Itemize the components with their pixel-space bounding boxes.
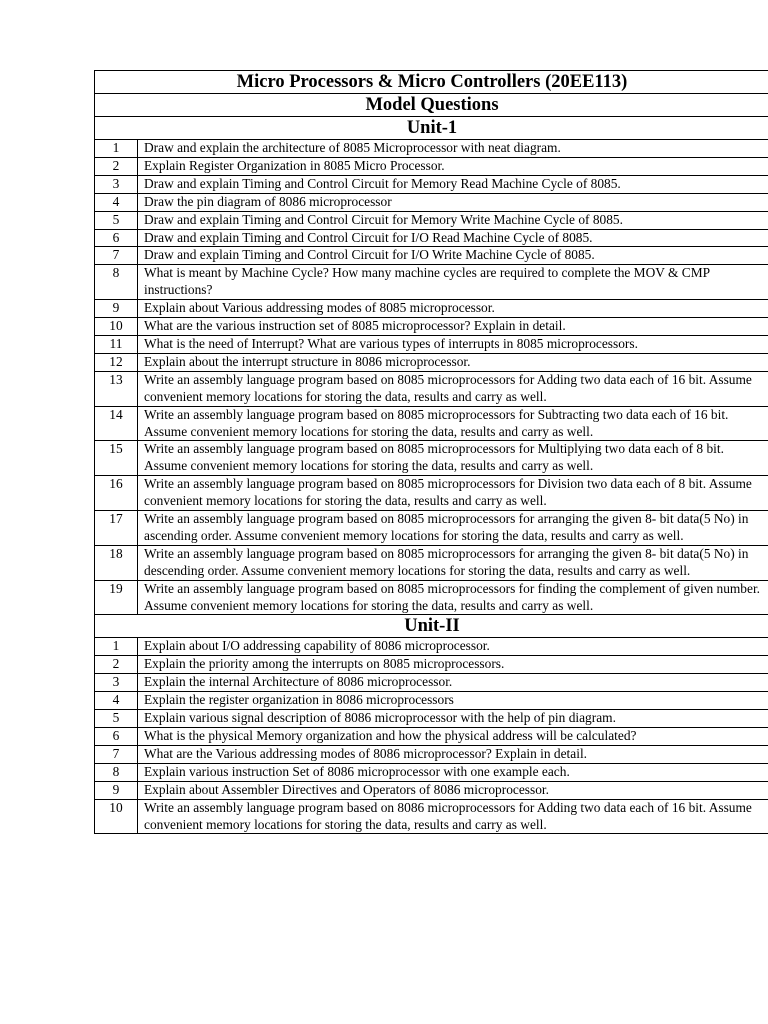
question-number: 6 xyxy=(95,229,138,247)
question-row xyxy=(95,656,768,674)
question-number: 4 xyxy=(95,692,138,710)
question-row xyxy=(95,140,768,158)
question-text: Write an assembly language program based on 8085 microprocessors for finding the complement of given number. Assume convenient memory locations for storing the data, results and carry as well. xyxy=(138,580,768,615)
question-row xyxy=(95,247,768,265)
question-row xyxy=(95,406,768,441)
question-row xyxy=(95,175,768,193)
question-number: 5 xyxy=(95,710,138,728)
question-text: Explain various signal description of 8086 microprocessor with the help of pin diagram. xyxy=(138,710,768,728)
question-number: 5 xyxy=(95,211,138,229)
question-row xyxy=(95,353,768,371)
question-number: 12 xyxy=(95,353,138,371)
question-row xyxy=(95,692,768,710)
question-row xyxy=(95,211,768,229)
question-number: 3 xyxy=(95,674,138,692)
question-number: 8 xyxy=(95,763,138,781)
question-number: 7 xyxy=(95,247,138,265)
question-number: 17 xyxy=(95,511,138,546)
unit-heading: Unit-II xyxy=(95,615,768,638)
title-row xyxy=(95,71,768,94)
question-text: Explain about I/O addressing capability of 8086 microprocessor. xyxy=(138,638,768,656)
question-number: 2 xyxy=(95,157,138,175)
question-row xyxy=(95,265,768,300)
question-number: 16 xyxy=(95,476,138,511)
question-number: 6 xyxy=(95,728,138,746)
question-row xyxy=(95,580,768,615)
unit-heading-row xyxy=(95,117,768,140)
question-row xyxy=(95,229,768,247)
question-sheet xyxy=(94,70,768,834)
question-number: 3 xyxy=(95,175,138,193)
question-text: Explain Register Organization in 8085 Micro Processor. xyxy=(138,157,768,175)
question-text: What is the physical Memory organization and how the physical address will be calculated? xyxy=(138,728,768,746)
question-text: Explain about Various addressing modes of 8085 microprocessor. xyxy=(138,300,768,318)
question-number: 9 xyxy=(95,781,138,799)
question-number: 11 xyxy=(95,335,138,353)
question-text: Write an assembly language program based on 8085 microprocessors for Subtracting two data each of 16 bit. Assume convenient memory locations for storing the data, results and carry as well. xyxy=(138,406,768,441)
question-row xyxy=(95,476,768,511)
question-number: 1 xyxy=(95,638,138,656)
question-text: Explain the internal Architecture of 8086 microprocessor. xyxy=(138,674,768,692)
question-row xyxy=(95,371,768,406)
question-number: 10 xyxy=(95,318,138,336)
question-text: Explain about Assembler Directives and Operators of 8086 microprocessor. xyxy=(138,781,768,799)
subtitle-row xyxy=(95,94,768,117)
question-text: Write an assembly language program based on 8085 microprocessors for Multiplying two data each of 8 bit. Assume convenient memory locations for storing the data, results and carry as well. xyxy=(138,441,768,476)
question-row xyxy=(95,511,768,546)
question-row xyxy=(95,638,768,656)
unit-heading: Unit-1 xyxy=(95,117,768,140)
question-row xyxy=(95,318,768,336)
question-row xyxy=(95,763,768,781)
question-text: Draw the pin diagram of 8086 microprocessor xyxy=(138,193,768,211)
question-text: Explain about the interrupt structure in 8086 microprocessor. xyxy=(138,353,768,371)
unit-heading-row xyxy=(95,615,768,638)
question-text: Write an assembly language program based on 8086 microprocessors for Adding two data each of 16 bit. Assume convenient memory locations for storing the data, results and carry as well. xyxy=(138,799,768,834)
question-text: What are the various instruction set of 8085 microprocessor? Explain in detail. xyxy=(138,318,768,336)
question-text: Write an assembly language program based on 8085 microprocessors for Division two data each of 8 bit. Assume convenient memory locations for storing the data, results and carry as well. xyxy=(138,476,768,511)
question-row xyxy=(95,781,768,799)
question-number: 13 xyxy=(95,371,138,406)
question-row xyxy=(95,674,768,692)
question-number: 14 xyxy=(95,406,138,441)
question-row xyxy=(95,799,768,834)
question-number: 2 xyxy=(95,656,138,674)
question-text: Draw and explain the architecture of 8085 Microprocessor with neat diagram. xyxy=(138,140,768,158)
question-number: 7 xyxy=(95,745,138,763)
question-text: What is meant by Machine Cycle? How many machine cycles are required to complete the MOV & CMP instructions? xyxy=(138,265,768,300)
question-text: Draw and explain Timing and Control Circuit for Memory Read Machine Cycle of 8085. xyxy=(138,175,768,193)
question-row xyxy=(95,745,768,763)
question-text: Explain the priority among the interrupts on 8085 microprocessors. xyxy=(138,656,768,674)
question-text: Draw and explain Timing and Control Circuit for I/O Write Machine Cycle of 8085. xyxy=(138,247,768,265)
question-row xyxy=(95,728,768,746)
question-number: 4 xyxy=(95,193,138,211)
question-row xyxy=(95,545,768,580)
question-row xyxy=(95,193,768,211)
question-row xyxy=(95,300,768,318)
question-number: 10 xyxy=(95,799,138,834)
question-number: 15 xyxy=(95,441,138,476)
question-text: Write an assembly language program based on 8085 microprocessors for Adding two data each of 16 bit. Assume convenient memory locations for storing the data, results and carry as well. xyxy=(138,371,768,406)
question-text: Explain the register organization in 8086 microprocessors xyxy=(138,692,768,710)
question-number: 1 xyxy=(95,140,138,158)
question-row xyxy=(95,157,768,175)
question-text: What is the need of Interrupt? What are various types of interrupts in 8085 microprocessors. xyxy=(138,335,768,353)
question-row xyxy=(95,710,768,728)
question-number: 8 xyxy=(95,265,138,300)
question-number: 9 xyxy=(95,300,138,318)
question-row xyxy=(95,441,768,476)
document-title: Micro Processors & Micro Controllers (20EE113) xyxy=(95,71,768,94)
question-text: Explain various instruction Set of 8086 microprocessor with one example each. xyxy=(138,763,768,781)
question-text: Write an assembly language program based on 8085 microprocessors for arranging the given 8- bit data(5 No) in ascending order. Assume convenient memory locations for storing the data, results and carry as well. xyxy=(138,511,768,546)
question-number: 19 xyxy=(95,580,138,615)
question-number: 18 xyxy=(95,545,138,580)
question-text: Draw and explain Timing and Control Circuit for I/O Read Machine Cycle of 8085. xyxy=(138,229,768,247)
question-text: What are the Various addressing modes of 8086 microprocessor? Explain in detail. xyxy=(138,745,768,763)
questions-table xyxy=(94,70,768,834)
question-row xyxy=(95,335,768,353)
document-subtitle: Model Questions xyxy=(95,94,768,117)
question-text: Draw and explain Timing and Control Circuit for Memory Write Machine Cycle of 8085. xyxy=(138,211,768,229)
question-text: Write an assembly language program based on 8085 microprocessors for arranging the given 8- bit data(5 No) in descending order. Assume convenient memory locations for storing the data, results and carry as well. xyxy=(138,545,768,580)
